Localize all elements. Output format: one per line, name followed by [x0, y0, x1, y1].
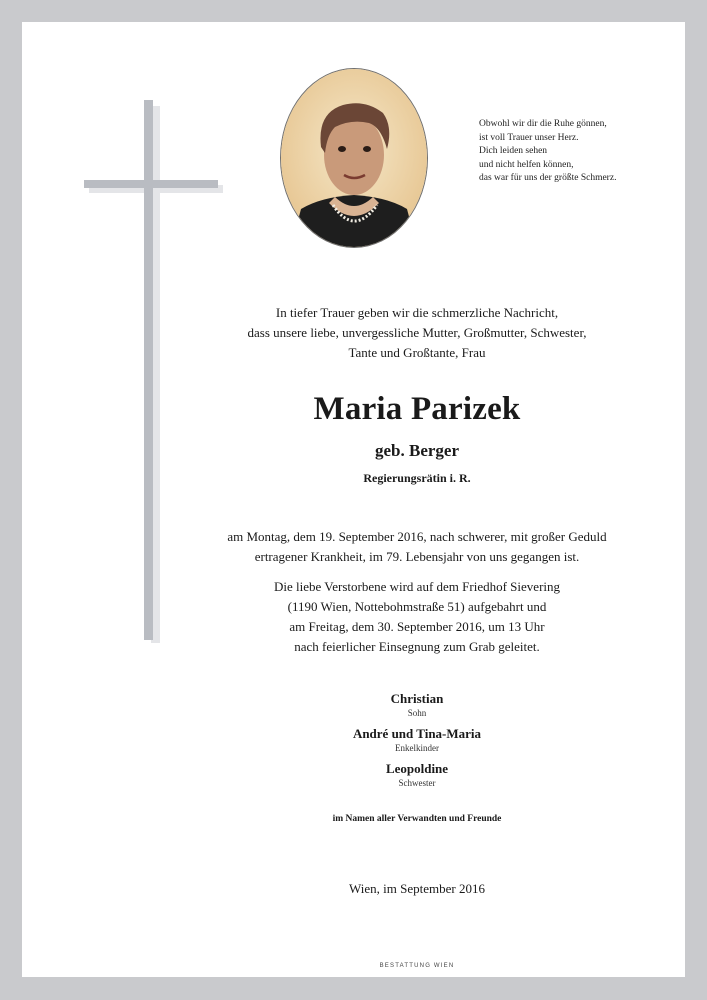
- poem-line: das war für uns der größte Schmerz.: [479, 173, 617, 183]
- portrait-photo: [280, 68, 428, 248]
- poem: [479, 118, 679, 186]
- deceased-birth-name: geb. Berger: [374, 441, 460, 460]
- death-notice: [150, 527, 684, 567]
- death-notice-line: ertragener Krankheit, im 79. Lebensjahr von uns gegangen ist.: [254, 549, 580, 564]
- intro-line: dass unsere liebe, unvergessliche Mutter, Großmutter, Schwester,: [247, 325, 587, 340]
- place-date: Wien, im September 2016: [349, 881, 485, 896]
- mourner-relation: Schwester: [398, 778, 436, 788]
- poem-line: ist voll Trauer unser Herz.: [479, 132, 579, 143]
- death-notice-line: am Montag, dem 19. September 2016, nach schwerer, mit großer Geduld: [227, 529, 607, 544]
- funeral-notice-line: Die liebe Verstorbene wird auf dem Friedhof Sievering: [273, 579, 561, 594]
- poem-line: und nicht helfen können,: [479, 159, 574, 170]
- cross-icon-beam: [84, 180, 218, 188]
- funeral-notice: [150, 577, 684, 657]
- mourner-name: André und Tina-Maria: [352, 726, 482, 741]
- funeral-notice-line: am Freitag, dem 30. September 2016, um 13 Uhr: [289, 619, 545, 634]
- intro-text: [150, 303, 684, 363]
- closing-text: im Namen aller Verwandten und Freunde: [332, 814, 502, 824]
- mourner-relation: Sohn: [407, 708, 427, 718]
- deceased-title: Regierungsrätin i. R.: [363, 471, 471, 485]
- funeral-notice-line: nach feierlicher Einsegnung zum Grab geleitet.: [294, 639, 540, 654]
- poem-line: Dich leiden sehen: [479, 146, 548, 156]
- intro-line: In tiefer Trauer geben wir die schmerzliche Nachricht,: [275, 305, 559, 320]
- deceased-name: Maria Parizek: [313, 391, 521, 427]
- intro-line: Tante und Großtante, Frau: [348, 345, 486, 360]
- mourner-relation: Enkelkinder: [395, 743, 439, 753]
- funeral-notice-line: (1190 Wien, Nottebohmstraße 51) aufgebahrt und: [287, 599, 547, 614]
- mourner-name: Leopoldine: [385, 761, 449, 776]
- mourner-name: Christian: [390, 691, 444, 706]
- poem-line: Obwohl wir dir die Ruhe gönnen,: [479, 119, 607, 129]
- footer-brand: BESTATTUNG WIEN: [379, 963, 455, 969]
- mourners-list: [150, 690, 684, 795]
